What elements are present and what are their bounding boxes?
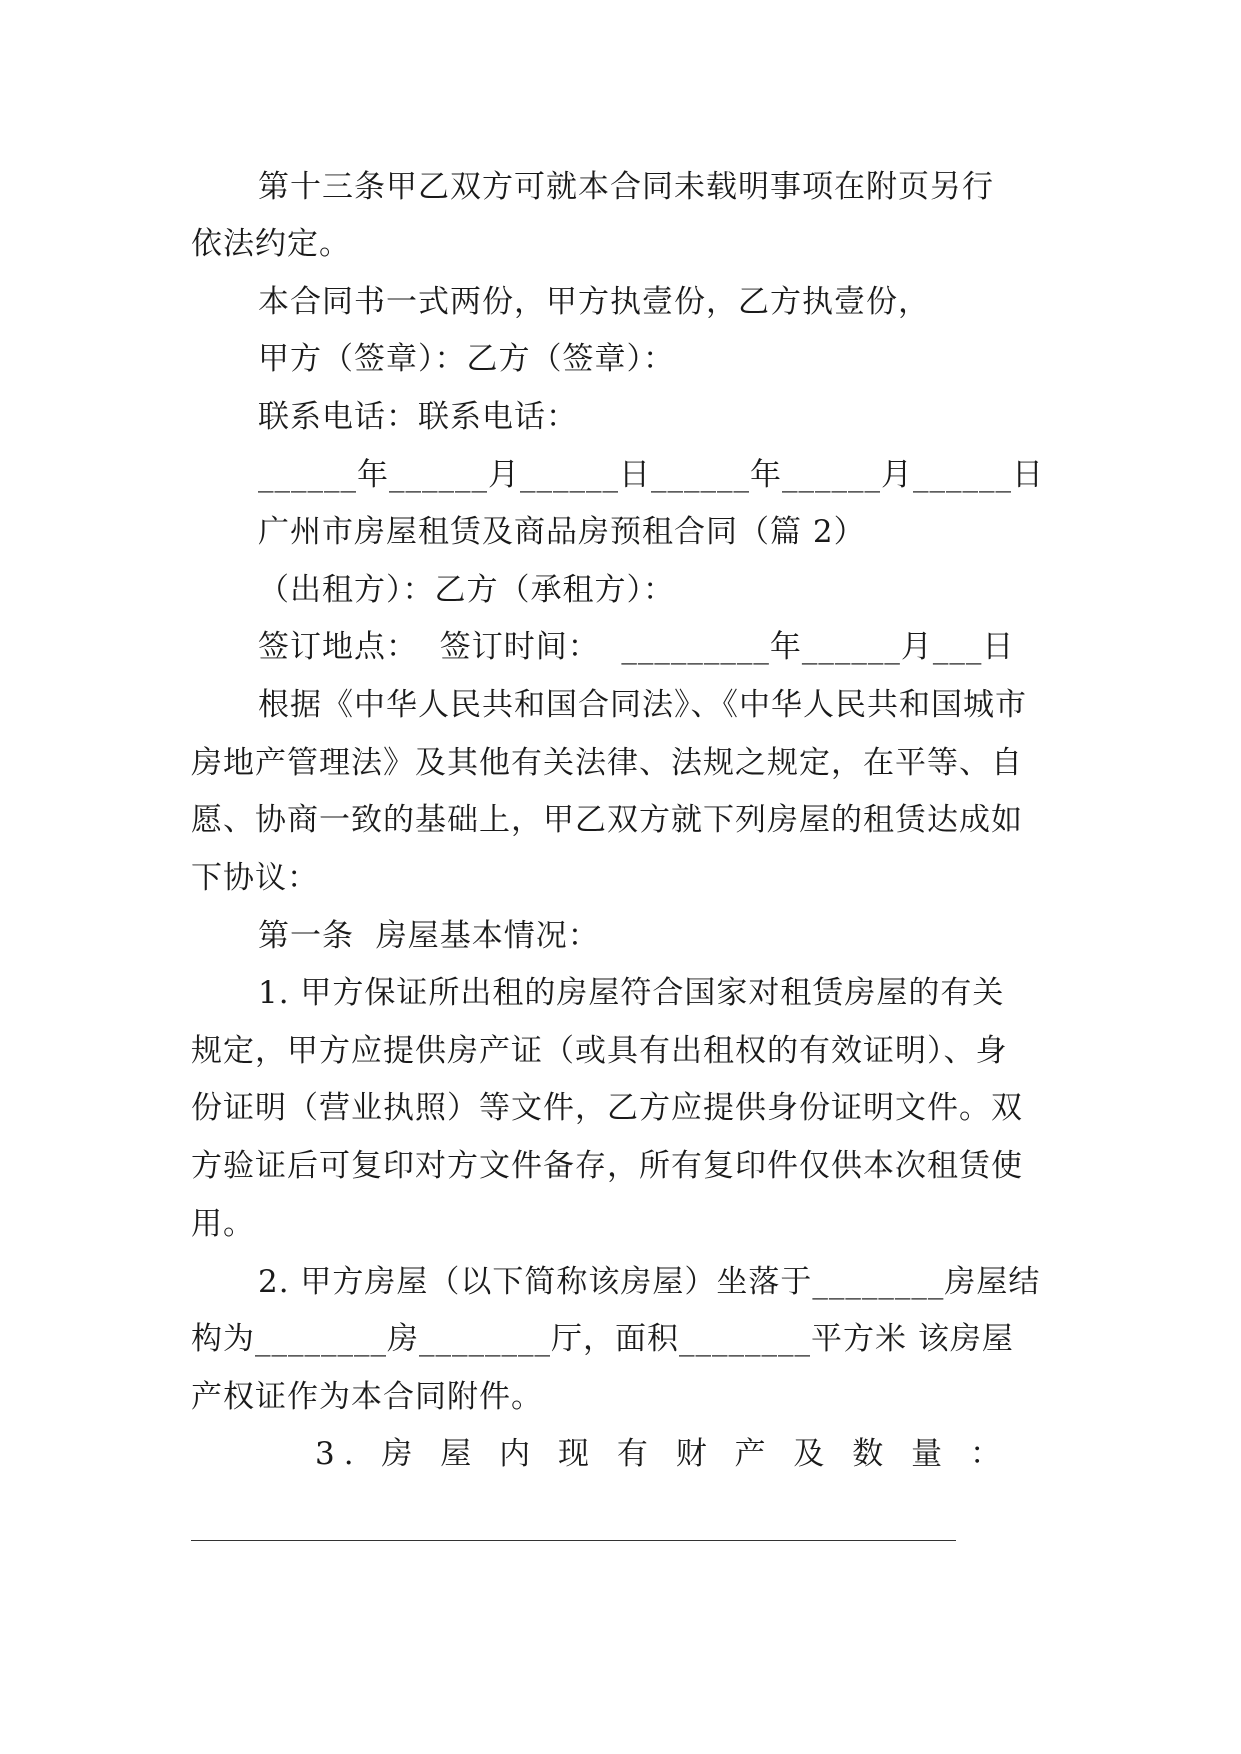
signing-info-line: 签订地点： 签订时间： _________年______月___日 <box>258 629 1015 665</box>
signature-line: 甲方（签章）：乙方（签章）： <box>258 341 675 377</box>
paragraph-line: 依法约定。 <box>191 226 351 262</box>
paragraph-line: 方验证后可复印对方文件备存，所有复印件仅供本次租赁使 <box>191 1148 1023 1184</box>
paragraph-line: 构为________房________厅，面积________平方米 该房屋 <box>191 1321 1014 1357</box>
paragraph-line: 份证明（营业执照）等文件，乙方应提供身份证明文件。双 <box>191 1090 1023 1126</box>
paragraph-line: 房地产管理法》及其他有关法律、法规之规定，在平等、自 <box>191 745 1023 781</box>
paragraph-line: 2. 甲方房屋（以下简称该房屋）坐落于________房屋结 <box>258 1264 1041 1300</box>
paragraph-line: 第十三条甲乙双方可就本合同未载明事项在附页另行 <box>258 169 994 205</box>
article-heading: 第一条 房屋基本情况： <box>258 918 600 954</box>
paragraph-line: 愿、协商一致的基础上，甲乙双方就下列房屋的租赁达成如 <box>191 802 1023 838</box>
paragraph-line: 下协议： <box>191 860 319 896</box>
section-title: 广州市房屋租赁及商品房预租合同（篇 2） <box>258 514 866 550</box>
phone-line: 联系电话：联系电话： <box>258 399 578 435</box>
parties-line: （出租方）：乙方（承租方）： <box>258 572 675 608</box>
paragraph-line: 产权证作为本合同附件。 <box>191 1379 543 1415</box>
paragraph-line: 1. 甲方保证所出租的房屋符合国家对租赁房屋的有关 <box>258 975 1005 1011</box>
fill-in-blank-rule <box>191 1540 956 1541</box>
paragraph-line: 根据《中华人民共和国合同法》、《中华人民共和国城市 <box>258 687 1027 723</box>
paragraph-line: 本合同书一式两份，甲方执壹份，乙方执壹份， <box>258 284 930 320</box>
paragraph-line: 规定，甲方应提供房产证（或具有出租权的有效证明）、身 <box>191 1033 1008 1069</box>
paragraph-line: 3. 房 屋 内 现 有 财 产 及 数 量 ： <box>315 1436 1010 1472</box>
paragraph-line: 用。 <box>191 1206 255 1242</box>
date-line: ______年______月______日______年______月______日 <box>258 457 1044 493</box>
